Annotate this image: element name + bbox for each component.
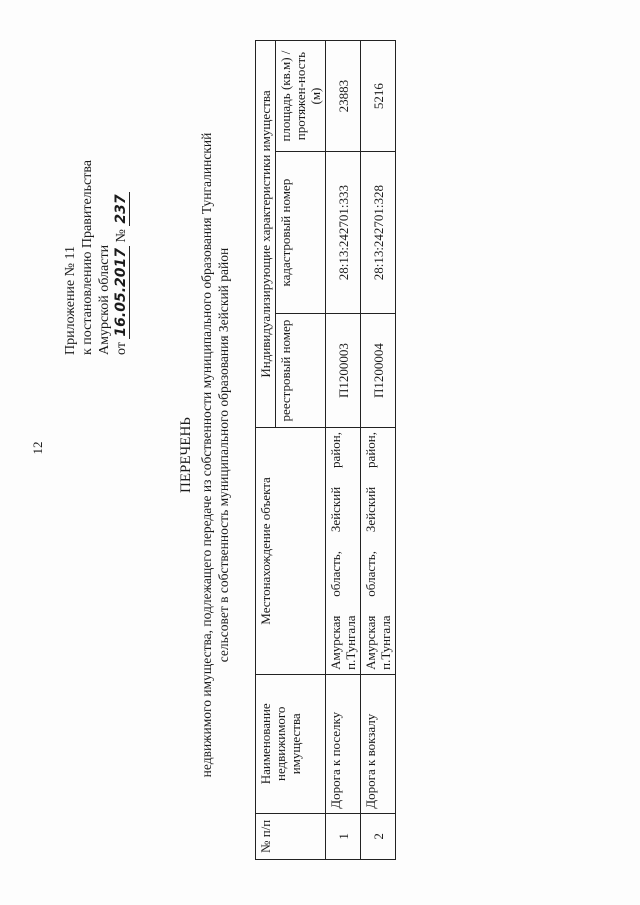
header-name: Наименование недвижимого имущества bbox=[256, 674, 326, 813]
row-num: 2 bbox=[361, 813, 396, 859]
row-area: 5216 bbox=[361, 41, 396, 152]
row-location: Амурская область, Зейский район, п.Тунгала bbox=[361, 428, 396, 675]
appendix-line-3: Амурской области bbox=[97, 244, 112, 355]
appendix-header bbox=[62, 105, 130, 355]
header-characteristics: Индивидуализирующие характеристики имущества bbox=[256, 41, 276, 428]
appendix-date-line bbox=[113, 105, 130, 355]
property-table bbox=[255, 40, 396, 860]
header-cadastral: кадастровый номер bbox=[276, 152, 326, 314]
subtitle-line-1: недвижимого имущества, подлежащего передаче из собственности муниципального образования Тунгалинский bbox=[199, 132, 214, 778]
handwritten-number: 237 bbox=[113, 194, 129, 224]
document-subtitle bbox=[198, 65, 232, 845]
handwritten-date: 16.05.2017 bbox=[113, 247, 129, 337]
table-row bbox=[361, 41, 396, 860]
row-name: Дорога к поселку bbox=[326, 674, 361, 813]
row-location: Амурская область, Зейский район, п.Тунгала bbox=[326, 428, 361, 675]
row-area: 23883 bbox=[326, 41, 361, 152]
number-prefix: № bbox=[114, 229, 129, 243]
appendix-line-2: к постановлению Правительства bbox=[80, 159, 95, 355]
date-prefix: от bbox=[114, 342, 129, 355]
row-registry: П1200003 bbox=[326, 314, 361, 428]
document-title: ПЕРЕЧЕНЬ bbox=[178, 417, 194, 493]
row-num: 1 bbox=[326, 813, 361, 859]
table-row bbox=[326, 41, 361, 860]
table-header-row bbox=[256, 41, 276, 860]
row-cadastral: 28:13:242701:328 bbox=[361, 152, 396, 314]
page-number: 12 bbox=[30, 441, 45, 455]
header-registry: реестровый номер bbox=[276, 314, 326, 428]
header-location: Местонахождение объекта bbox=[256, 428, 326, 675]
appendix-line-1: Приложение № 11 bbox=[63, 246, 78, 355]
row-cadastral: 28:13:242701:333 bbox=[326, 152, 361, 314]
row-registry: П1200004 bbox=[361, 314, 396, 428]
header-area: площадь (кв.м) / протяжен-ность (м) bbox=[276, 41, 326, 152]
row-name: Дорога к вокзалу bbox=[361, 674, 396, 813]
header-num: № п/п bbox=[256, 813, 326, 859]
subtitle-line-2: сельсовет в собственность муниципального образования Зейский район bbox=[216, 247, 231, 663]
